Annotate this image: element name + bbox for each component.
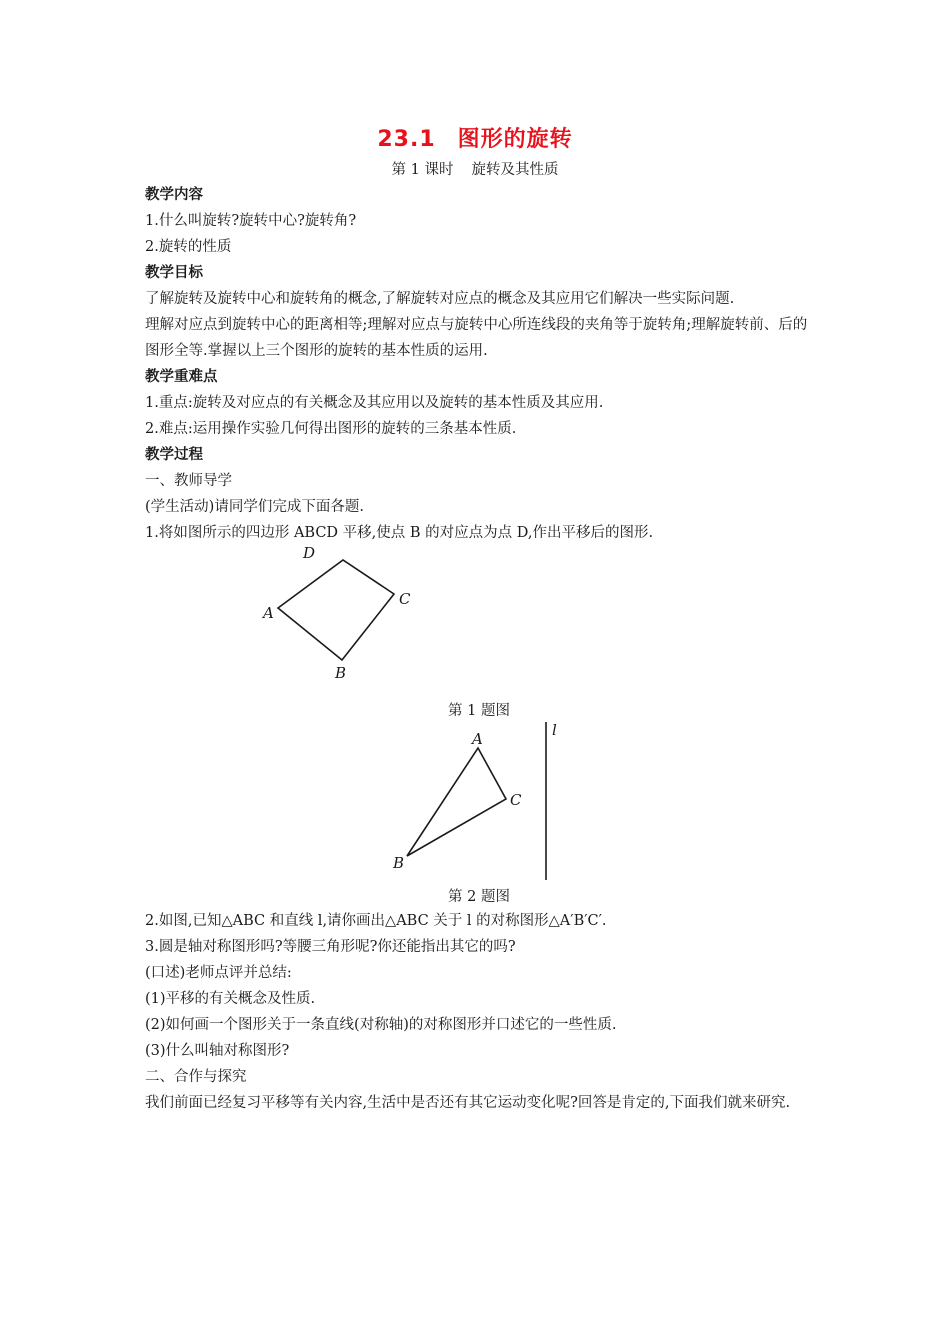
content-item: 2.旋转的性质 — [145, 239, 232, 255]
heading-content: 教学内容 — [145, 187, 203, 203]
section-number: 23.1 — [377, 127, 436, 152]
summary-line: (口述)老师点评并总结: — [145, 965, 292, 981]
figure-2-caption: 第 2 题图 — [448, 889, 510, 905]
figure-1 — [145, 546, 813, 722]
lesson-title: 旋转及其性质 — [471, 162, 559, 178]
heading-process: 教学过程 — [145, 447, 203, 463]
lesson-label: 第 1 课时 — [391, 162, 454, 178]
section-title-text: 图形的旋转 — [457, 127, 573, 152]
goal-paragraph: 理解对应点到旋转中心的距离相等;理解对应点与旋转中心所连线段的夹角等于旋转角;理解旋转前、后的图形全等.掌握以上三个图形的旋转的基本性质的运用. — [145, 317, 808, 359]
section-title — [0, 122, 950, 153]
summary-item: (3)什么叫轴对称图形? — [145, 1043, 290, 1059]
goal-paragraph: 了解旋转及旋转中心和旋转角的概念,了解旋转对应点的概念及其应用它们解决一些实际问题. — [145, 291, 735, 307]
point-label-d: D — [303, 546, 316, 562]
part-heading: 二、合作与探究 — [145, 1069, 247, 1085]
figure-1-caption: 第 1 题图 — [448, 703, 510, 719]
point-label-a: A — [263, 604, 274, 622]
keypoint-item: 2.难点:运用操作实验几何得出图形的旋转的三条基本性质. — [145, 421, 517, 437]
point-label-b: B — [335, 664, 347, 682]
question-2: 2.如图,已知△ABC 和直线 l,请你画出△ABC 关于 l 的对称图形△A′B′C′. — [145, 913, 607, 929]
triangle-abc — [407, 748, 506, 856]
question-3: 3.圆是轴对称图形吗?等腰三角形呢?你还能指出其它的吗? — [145, 939, 516, 955]
point-label-c: C — [399, 590, 411, 608]
question-1: 1.将如图所示的四边形 ABCD 平移,使点 B 的对应点为点 D,作出平移后的图形. — [145, 525, 654, 541]
point-label-b: B — [393, 854, 405, 872]
figure-2 — [145, 722, 813, 908]
point-label-a: A — [472, 730, 483, 748]
activity-line: (学生活动)请同学们完成下面各题. — [145, 499, 364, 515]
point-label-c: C — [510, 791, 522, 809]
quadrilateral-diagram — [145, 546, 813, 696]
quadrilateral-abcd-shape — [278, 560, 394, 660]
content-item: 1.什么叫旋转?旋转中心?旋转角? — [145, 213, 357, 229]
part-heading: 一、教师导学 — [145, 473, 232, 489]
summary-item: (1)平移的有关概念及性质. — [145, 991, 316, 1007]
closing-paragraph: 我们前面已经复习平移等有关内容,生活中是否还有其它运动变化呢?回答是肯定的,下面我们就来研究. — [145, 1095, 791, 1111]
summary-item: (2)如何画一个图形关于一条直线(对称轴)的对称图形并口述它的一些性质. — [145, 1017, 617, 1033]
triangle-diagram — [145, 722, 813, 882]
line-label-l: l — [552, 722, 557, 739]
heading-goals: 教学目标 — [145, 265, 203, 281]
keypoint-item: 1.重点:旋转及对应点的有关概念及其应用以及旋转的基本性质及其应用. — [145, 395, 604, 411]
lesson-subtitle — [0, 158, 950, 179]
heading-keypoints: 教学重难点 — [145, 369, 218, 385]
document-body — [145, 182, 813, 1116]
